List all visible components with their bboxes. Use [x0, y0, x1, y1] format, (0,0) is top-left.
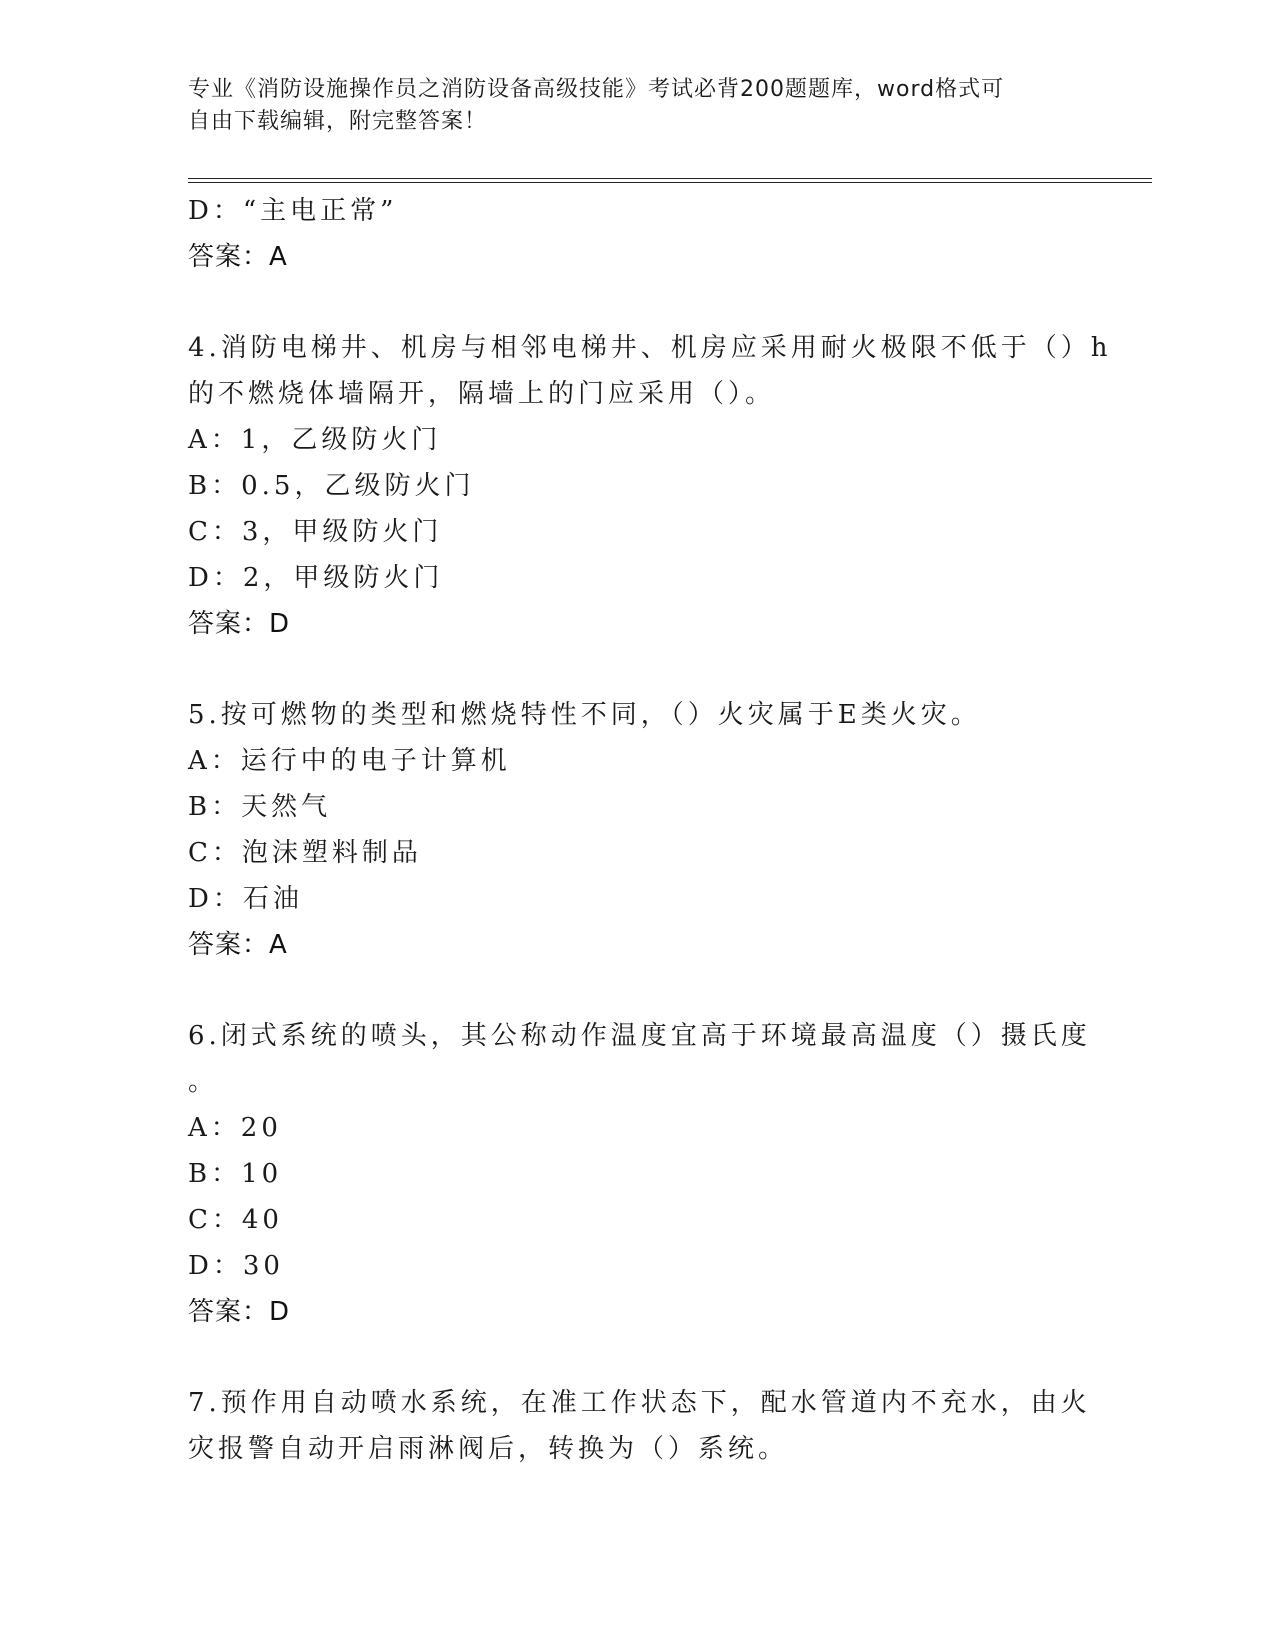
option-a: A：运行中的电子计算机	[188, 746, 511, 776]
option-b: B：10	[188, 1159, 283, 1189]
option-c: C：3，甲级防火门	[188, 517, 443, 547]
question-content	[188, 188, 1112, 1472]
answer: 答案：D	[188, 1297, 291, 1327]
option-a: A：20	[188, 1113, 282, 1143]
question-6	[188, 1013, 1091, 1335]
question-4	[188, 325, 1112, 647]
header-double-rule	[188, 178, 1152, 183]
option-d: D：2，甲级防火门	[188, 563, 444, 593]
question-3-tail	[188, 188, 1088, 280]
answer: 答案：A	[188, 242, 288, 272]
option-d: D：石油	[188, 884, 303, 914]
question-stem: 。	[188, 1067, 219, 1097]
option-c: C：泡沫塑料制品	[188, 838, 422, 868]
question-stem: 6.闭式系统的喷头，其公称动作温度宜高于环境最高温度（）摄氏度	[188, 1021, 1091, 1051]
question-7	[188, 1380, 1091, 1472]
option-d: D：“主电正常”	[188, 196, 398, 226]
option-b: B：天然气	[188, 792, 332, 822]
question-stem: 的不燃烧体墙隔开，隔墙上的门应采用（）。	[188, 379, 776, 409]
question-5	[188, 692, 1088, 968]
option-b: B：0.5，乙级防火门	[188, 471, 475, 501]
question-stem: 灾报警自动开启雨淋阀后，转换为（）系统。	[188, 1434, 789, 1464]
question-stem: 5.按可燃物的类型和燃烧特性不同，（）火灾属于E类火灾。	[188, 700, 981, 730]
option-d: D：30	[188, 1251, 284, 1281]
option-c: C：40	[188, 1205, 283, 1235]
header-title-line-1: 专业《消防设施操作员之消防设备高级技能》考试必背200题题库，word格式可	[188, 77, 1005, 102]
answer: 答案：D	[188, 609, 291, 639]
question-stem: 7.预作用自动喷水系统，在准工作状态下，配水管道内不充水，由火	[188, 1388, 1091, 1418]
question-stem: 4.消防电梯井、机房与相邻电梯井、机房应采用耐火极限不低于（）h	[188, 333, 1112, 363]
page-header	[188, 74, 1088, 138]
header-title-line-2: 自由下载编辑，附完整答案！	[188, 109, 488, 134]
answer: 答案：A	[188, 930, 288, 960]
option-a: A：1，乙级防火门	[188, 425, 442, 455]
